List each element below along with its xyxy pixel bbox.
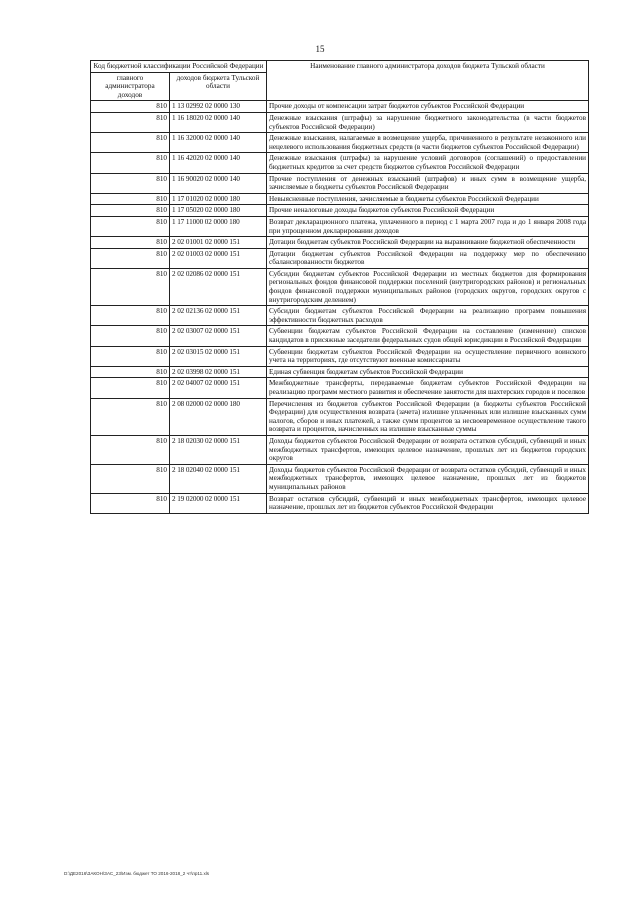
table-row [91, 435, 589, 464]
table-row [91, 205, 589, 217]
admin-code-cell: 810 [91, 133, 170, 153]
admin-code-cell: 810 [91, 112, 170, 132]
revenue-name-cell: Субвенции бюджетам субъектов Российской Федерации на осуществление первичного воинского учета на территориях, где отсутствуют военные комиссариаты [267, 346, 589, 366]
revenue-code-cell: 2 02 01001 02 0000 151 [170, 237, 267, 249]
table-row [91, 378, 589, 398]
revenue-name-cell: Дотации бюджетам субъектов Российской Федерации на выравнивание бюджетной обеспеченности [267, 237, 589, 249]
revenue-code-cell: 2 18 02040 02 0000 151 [170, 464, 267, 493]
table-row [91, 173, 589, 193]
revenue-code-cell: 1 16 32000 02 0000 140 [170, 133, 267, 153]
revenue-code-cell: 1 17 11000 02 0000 180 [170, 216, 267, 236]
revenue-code-cell: 1 16 18020 02 0000 140 [170, 112, 267, 132]
revenue-code-cell: 2 02 02136 02 0000 151 [170, 306, 267, 326]
table-row [91, 216, 589, 236]
revenue-name-cell: Невыясненные поступления, зачисляемые в бюджеты субъектов Российской Федерации [267, 193, 589, 205]
admin-code-cell: 810 [91, 268, 170, 305]
admin-code-cell: 810 [91, 346, 170, 366]
table-row [91, 306, 589, 326]
table-row [91, 366, 589, 378]
table-row [91, 493, 589, 513]
revenue-name-cell: Денежные взыскания (штрафы) за нарушение условий договоров (соглашений) о предоставлении бюджетных кредитов за счет средств бюджетов субъектов Российской Федерации [267, 153, 589, 173]
revenue-name-cell: Возврат декларационного платежа, уплаченного в период с 1 марта 2007 года и до 1 января 2008 года при упрощенном декларировании доходов [267, 216, 589, 236]
revenue-code-cell: 2 18 02030 02 0000 151 [170, 435, 267, 464]
revenue-name-cell: Субсидии бюджетам субъектов Российской Федерации из местных бюджетов для формирования региональных фондов финансовой поддержки поселений (внутригородских районов) и региональных фондов финансовой поддержки муниципальных районов (городских округов, городских округов с внутригородским делением) [267, 268, 589, 305]
table-row [91, 464, 589, 493]
name-column-header: Наименование главного администратора доходов бюджета Тульской области [267, 61, 589, 101]
revenue-name-cell: Субвенции бюджетам субъектов Российской Федерации на составление (изменение) списков кандидатов в присяжные заседатели федеральных судов общей юрисдикции в Российской Федерации [267, 326, 589, 346]
admin-code-cell: 810 [91, 366, 170, 378]
revenue-code-cell: 2 02 03007 02 0000 151 [170, 326, 267, 346]
revenue-name-cell: Дотации бюджетам субъектов Российской Федерации на поддержку мер по обеспечению сбалансированности бюджетов [267, 248, 589, 268]
admin-code-cell: 810 [91, 216, 170, 236]
admin-code-cell: 810 [91, 237, 170, 249]
admin-code-cell: 810 [91, 378, 170, 398]
revenue-name-cell: Доходы бюджетов субъектов Российской Федерации от возврата остатков субсидий, субвенций и иных межбюджетных трансфертов, имеющих целевое назначение, прошлых лет из бюджетов городских округов [267, 435, 589, 464]
revenue-code-cell: 2 02 02086 02 0000 151 [170, 268, 267, 305]
revenue-name-cell: Прочие поступления от денежных взысканий (штрафов) и иных сумм в возмещение ущерба, зачисляемые в бюджеты субъектов Российской Федерации [267, 173, 589, 193]
revenue-code-cell: 1 16 42020 02 0000 140 [170, 153, 267, 173]
table-row [91, 153, 589, 173]
revenue-name-cell: Доходы бюджетов субъектов Российской Федерации от возврата остатков субсидий, субвенций и иных межбюджетных трансфертов, имеющих целевое назначение, прошлых лет из бюджетов муниципальных районов [267, 464, 589, 493]
revenue-code-cell: 2 02 04007 02 0000 151 [170, 378, 267, 398]
admin-code-cell: 810 [91, 205, 170, 217]
revenue-code-cell: 2 02 01003 02 0000 151 [170, 248, 267, 268]
admin-code-cell: 810 [91, 398, 170, 435]
table-row [91, 133, 589, 153]
revenue-code-cell: 1 17 05020 02 0000 180 [170, 205, 267, 217]
revenue-name-cell: Перечисления из бюджетов субъектов Российской Федерации (в бюджеты субъектов Российской Федерации) для осуществления возврата (зачета) излишне уплаченных или излишне взысканных сумм налогов, сборов и иных платежей, а также сумм процентов за несвоевременное осуществление такого возврата и процентов, начисленных на излишне взысканные суммы [267, 398, 589, 435]
revenue-code-cell: 2 02 03015 02 0000 151 [170, 346, 267, 366]
table-header-row [91, 61, 589, 73]
revenue-code-cell: 2 08 02000 02 0000 180 [170, 398, 267, 435]
revenue-name-cell: Субсидии бюджетам субъектов Российской Федерации на реализацию программ повышения эффективности бюджетных расходов [267, 306, 589, 326]
revenue-code-cell: 2 02 03998 02 0000 151 [170, 366, 267, 378]
revenue-code-cell: 1 17 01020 02 0000 180 [170, 193, 267, 205]
revenue-name-cell: Прочие неналоговые доходы бюджетов субъектов Российской Федерации [267, 205, 589, 217]
revenue-name-cell: Денежные взыскания (штрафы) за нарушение бюджетного законодательства (в части бюджетов субъектов Российской Федерации) [267, 112, 589, 132]
revenue-name-cell: Единая субвенция бюджетам субъектов Российской Федерации [267, 366, 589, 378]
table-row [91, 237, 589, 249]
page-number: 15 [315, 44, 325, 54]
table-row [91, 326, 589, 346]
table-row [91, 112, 589, 132]
admin-code-cell: 810 [91, 153, 170, 173]
table-body [91, 101, 589, 513]
admin-code-cell: 810 [91, 248, 170, 268]
revenue-name-cell: Прочие доходы от компенсации затрат бюджетов субъектов Российской Федерации [267, 101, 589, 113]
admin-code-cell: 810 [91, 193, 170, 205]
revenue-code-cell: 1 13 02992 02 0000 130 [170, 101, 267, 113]
table-row [91, 268, 589, 305]
admin-code-cell: 810 [91, 493, 170, 513]
table-row [91, 398, 589, 435]
table-row [91, 193, 589, 205]
admin-code-cell: 810 [91, 173, 170, 193]
admin-code-cell: 810 [91, 326, 170, 346]
table-row [91, 346, 589, 366]
revenue-column-header: доходов бюджета Тульской области [170, 72, 267, 101]
table-row [91, 248, 589, 268]
revenue-code-cell: 1 16 90020 02 0000 140 [170, 173, 267, 193]
admin-code-cell: 810 [91, 306, 170, 326]
table-row [91, 101, 589, 113]
revenue-name-cell: Межбюджетные трансферты, передаваемые бюджетам субъектов Российской Федерации на реализацию программ местного развития и обеспечение занятости для шахтерских городов и поселков [267, 378, 589, 398]
revenue-name-cell: Денежные взыскания, налагаемые в возмещение ущерба, причиненного в результате незаконного или нецелевого использования бюджетных средств (в части бюджетов субъектов Российской Федерации) [267, 133, 589, 153]
admin-code-cell: 810 [91, 435, 170, 464]
admin-column-header: главного администратора доходов [91, 72, 170, 101]
revenue-name-cell: Возврат остатков субсидий, субвенций и иных межбюджетных трансфертов, имеющих целевое назначение, прошлых лет из бюджетов субъектов Российской Федерации [267, 493, 589, 513]
code-group-header: Код бюджетной классификации Российской Федерации [91, 61, 267, 73]
file-path-footer: D:\ДЕ2016\ЗАКОН\ЗАС_23\Изм. бюджет ТО 2016-2018_2 чт\пр11.xls [64, 871, 210, 876]
revenue-code-cell: 2 19 02000 02 0000 151 [170, 493, 267, 513]
admin-code-cell: 810 [91, 464, 170, 493]
revenue-administrators-table [90, 60, 589, 514]
admin-code-cell: 810 [91, 101, 170, 113]
